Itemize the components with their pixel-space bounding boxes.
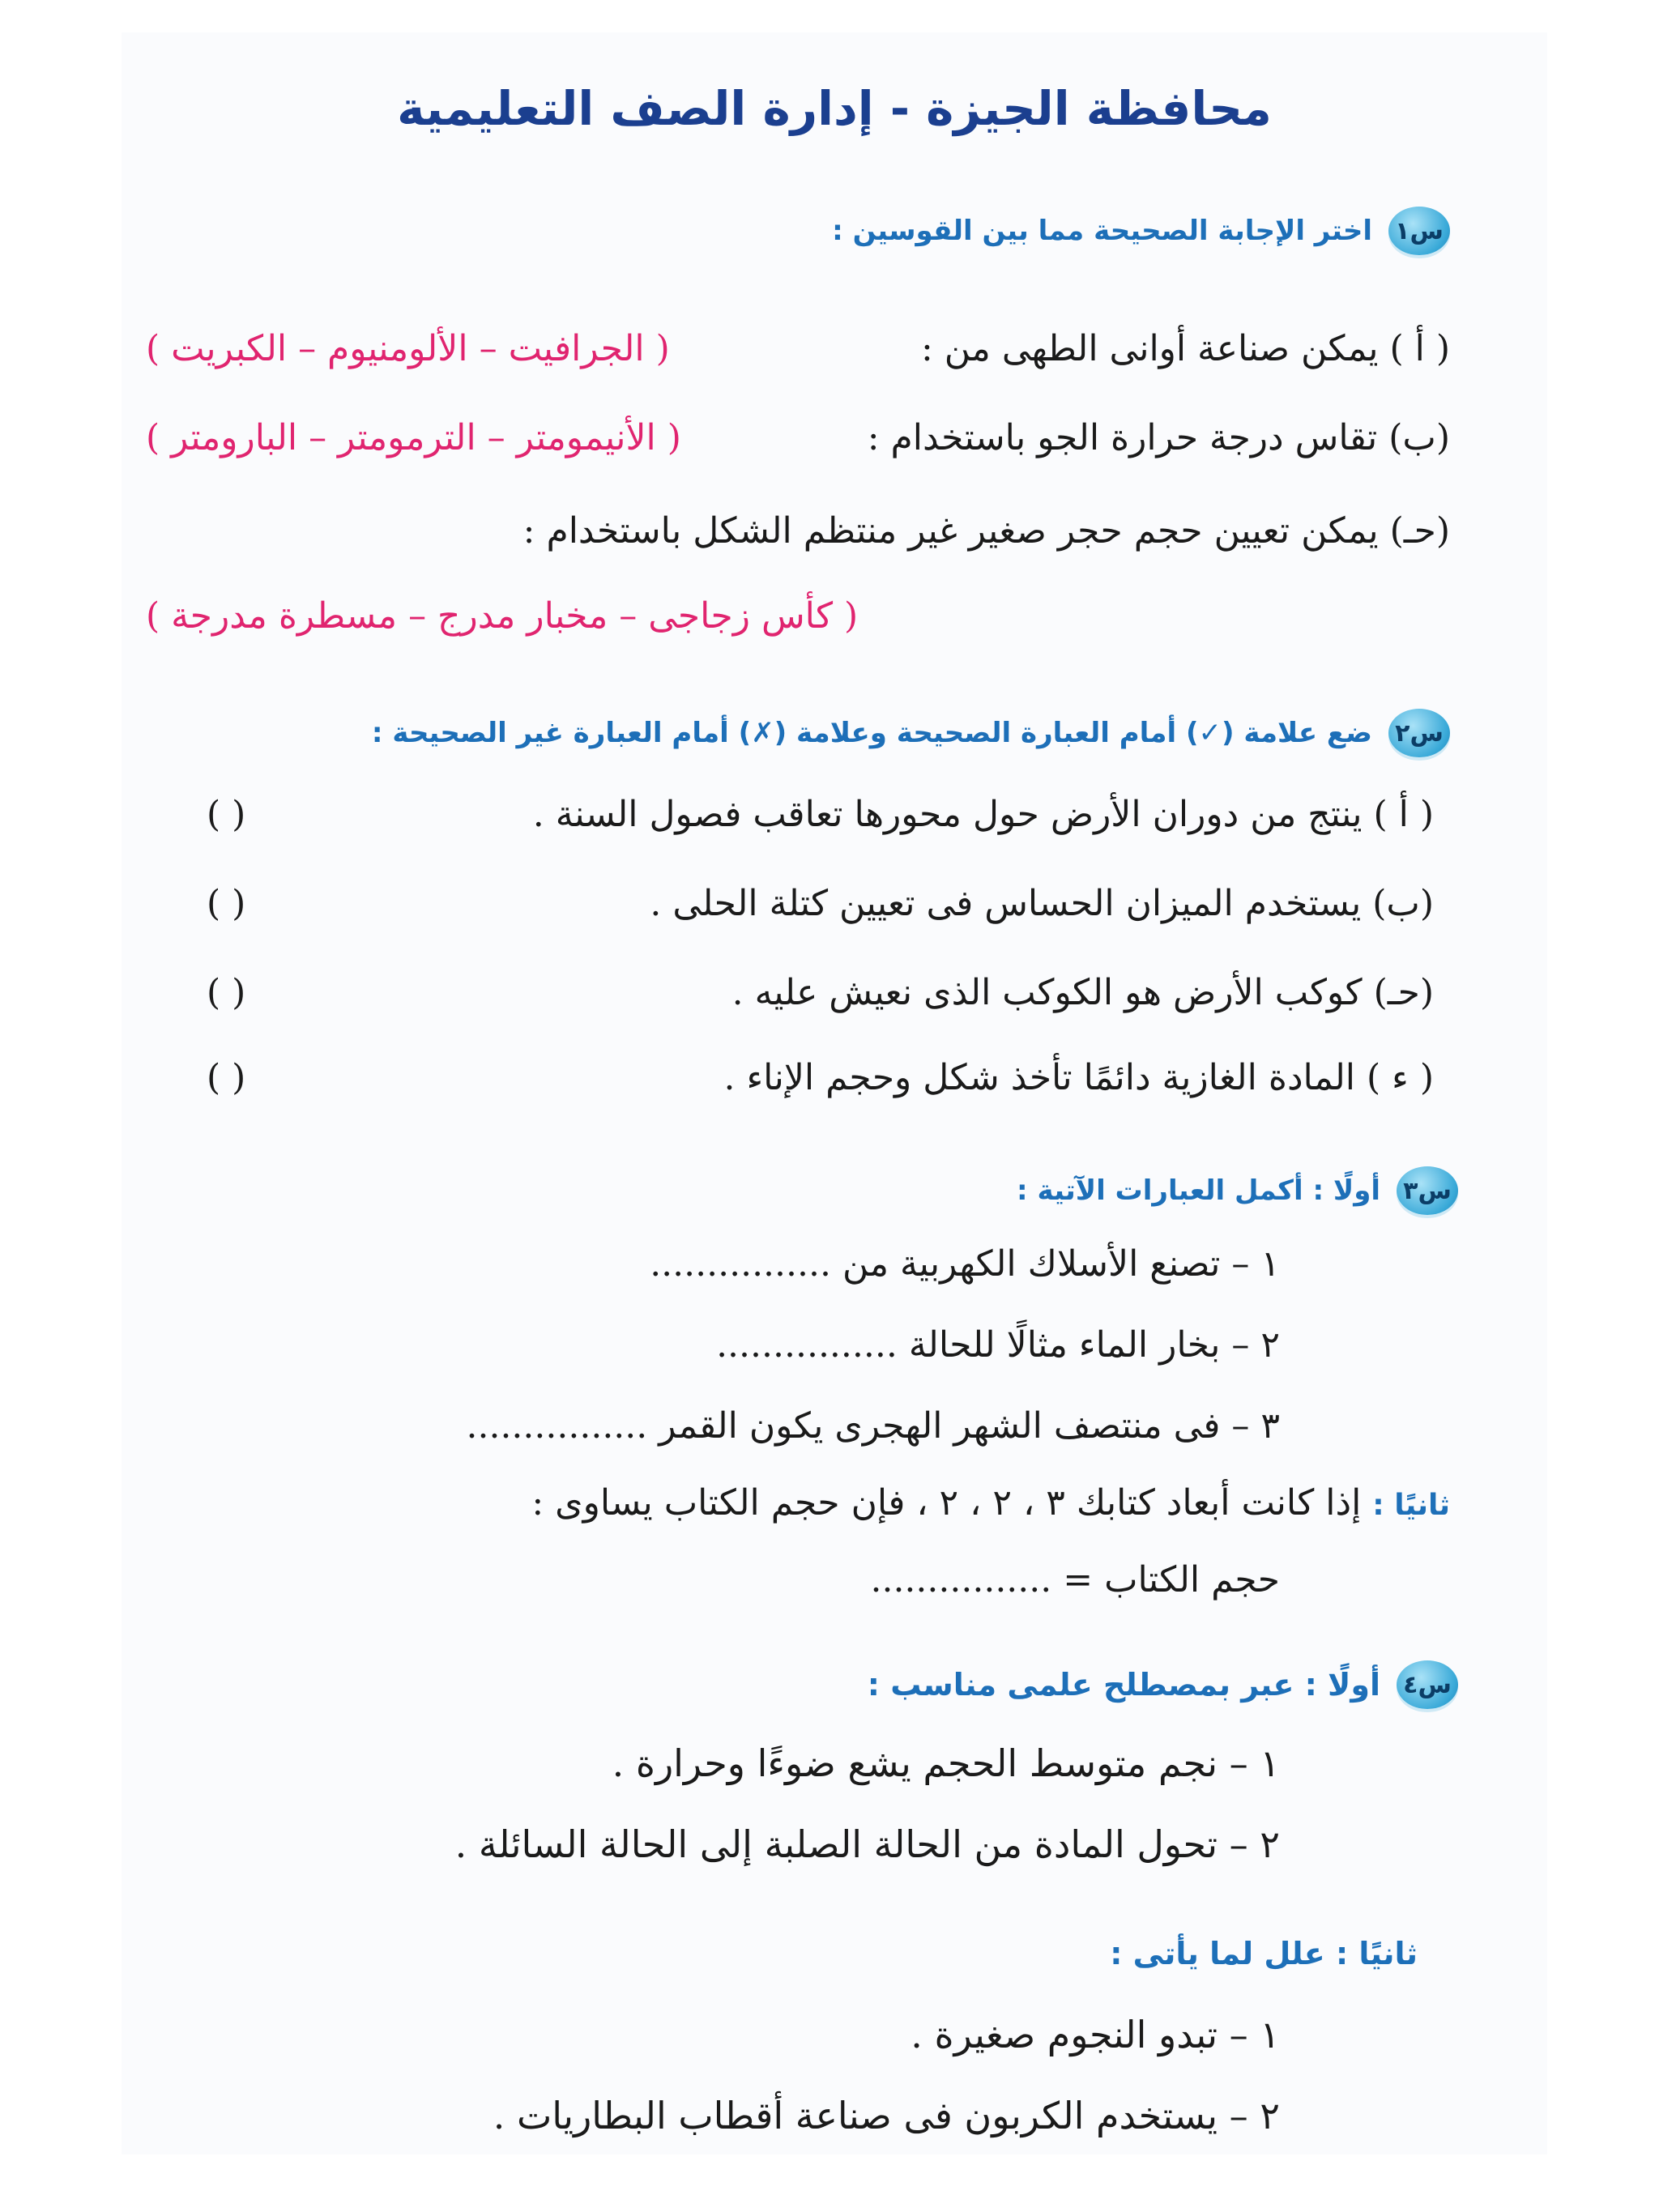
q2-statement-b: (ب) يستخدم الميزان الحساس فى تعيين كتلة الحلى . <box>650 883 1434 924</box>
q4-badge: س٤ <box>1397 1660 1458 1709</box>
q2-answer-box-a[interactable]: ( ) <box>207 794 246 835</box>
q3-part2 <box>531 1482 1450 1524</box>
q4-heading <box>868 1660 1458 1709</box>
q2-heading <box>372 709 1450 757</box>
q4-reason-1: ١ – تبدو النجوم صغيرة . <box>911 2013 1280 2056</box>
q1-instruction: اختر الإجابة الصحيحة مما بين القوسين : <box>832 215 1372 247</box>
worksheet-page <box>122 32 1547 2154</box>
q1-badge: س١ <box>1388 207 1450 255</box>
q2-answer-box-c[interactable]: ( ) <box>207 972 246 1013</box>
q3-badge: س٣ <box>1397 1166 1458 1215</box>
q3-blank-2: ٢ – بخار الماء مثالًا للحالة ................ <box>716 1324 1280 1366</box>
q3-blank-1: ١ – تصنع الأسلاك الكهربية من ................ <box>650 1243 1280 1285</box>
q2-statement-a: ( أ ) ينتج من دوران الأرض حول محورها تعاقب فصول السنة . <box>532 794 1434 835</box>
q4-part1-title: أولًا : عبر بمصطلح علمى مناسب : <box>867 1667 1380 1703</box>
q1-item-b: (ب) تقاس درجة حرارة الجو باستخدام : <box>867 417 1450 458</box>
q1-item-a-options: ( الجرافيت – الألومنيوم – الكبريت ) <box>146 328 670 369</box>
q3-part2-label: ثانيًا : <box>1372 1489 1450 1522</box>
q2-answer-box-d[interactable]: ( ) <box>207 1057 246 1098</box>
q3-part2-text: إذا كانت أبعاد كتابك ٣ ، ٢ ، ٢ ، فإن حجم الكتاب يساوى : <box>531 1482 1362 1524</box>
q1-item-b-options: ( الأنيمومتر – الترمومتر – البارومتر ) <box>146 417 681 458</box>
q3-heading <box>1017 1166 1458 1215</box>
q3-blank-3: ٣ – فى منتصف الشهر الهجرى يكون القمر ................ <box>466 1405 1280 1447</box>
q2-statement-c: (حـ) كوكب الأرض هو الكوكب الذى نعيش عليه . <box>731 972 1434 1013</box>
q1-item-c-options: ( كأس زجاجى – مخبار مدرج – مسطرة مدرجة ) <box>146 595 859 637</box>
q3-part1-title: أولًا : أكمل العبارات الآتية : <box>1017 1174 1380 1207</box>
q1-item-a: ( أ ) يمكن صناعة أوانى الطهى من : <box>921 328 1450 369</box>
q4-part2-title: ثانيًا : علل لما يأتى : <box>1110 1936 1418 1971</box>
q1-item-c: (حـ) يمكن تعيين حجم حجر صغير غير منتظم الشكل باستخدام : <box>522 510 1450 552</box>
q2-answer-box-b[interactable]: ( ) <box>207 883 246 924</box>
q4-term-2: ٢ – تحول المادة من الحالة الصلبة إلى الحالة السائلة . <box>454 1822 1280 1866</box>
q2-statement-d: ( ء ) المادة الغازية دائمًا تأخذ شكل وحجم الإناء . <box>723 1057 1434 1098</box>
q4-term-1: ١ – نجم متوسط الحجم يشع ضوءًا وحرارة . <box>612 1741 1280 1785</box>
page-title: محافظة الجيزة - إدارة الصف التعليمية <box>397 81 1272 136</box>
q2-badge: س٢ <box>1388 709 1450 757</box>
q4-reason-2: ٢ – يستخدم الكربون فى صناعة أقطاب البطاريات . <box>493 2094 1280 2137</box>
q2-instruction: ضع علامة (✓) أمام العبارة الصحيحة وعلامة (✗) أمام العبارة غير الصحيحة : <box>371 717 1372 749</box>
q3-part2-answer: حجم الكتاب = ................ <box>870 1559 1280 1600</box>
q1-heading <box>832 207 1450 255</box>
